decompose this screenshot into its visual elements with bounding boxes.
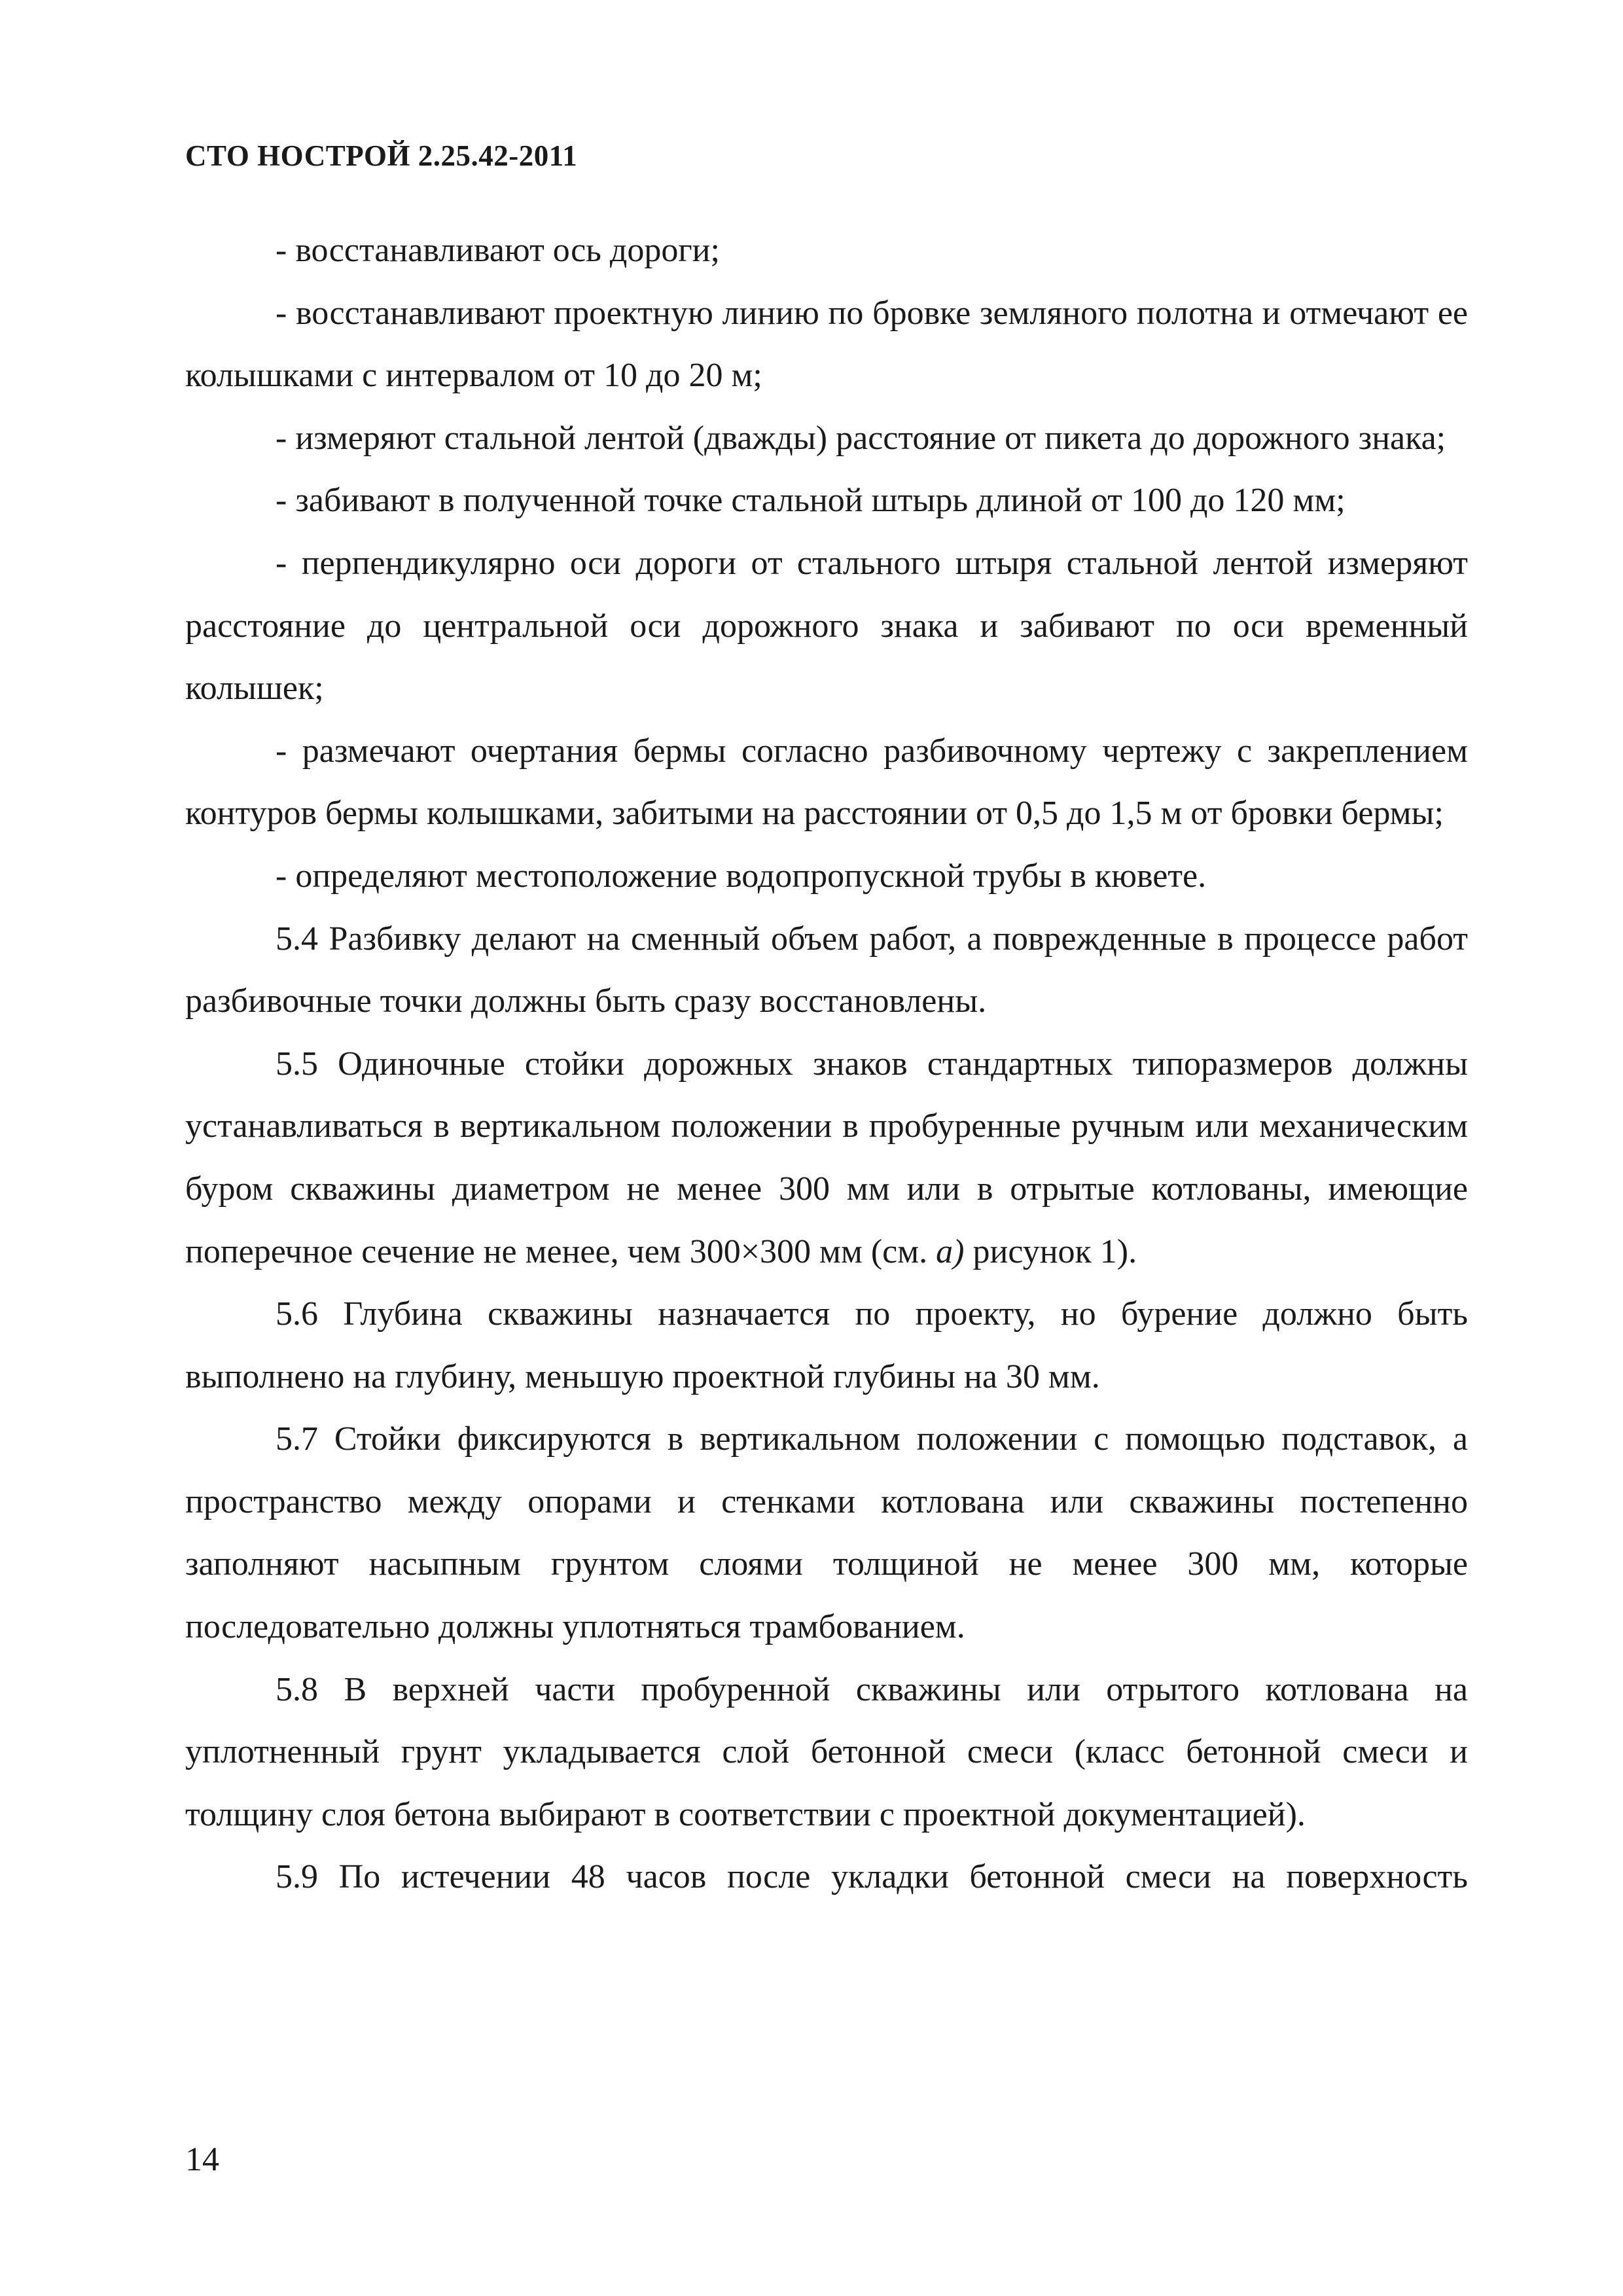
list-item: - восстанавливают проектную линию по бровке земляного полотна и отмечают ее колышками с интервалом от 10 до 20 м; — [185, 294, 1468, 395]
document-header: СТО НОСТРОЙ 2.25.42-2011 — [185, 139, 578, 172]
list-item: - измеряют стальной лентой (дважды) расстояние от пикета до дорожного знака; — [276, 419, 1446, 457]
section-text: Разбивку делают на сменный объем работ, а поврежденные в процессе работ разбивочные точки должны быть сразу восстановлены. — [185, 920, 1468, 1020]
section-number: 5.5 — [276, 1045, 318, 1083]
section-number: 5.9 — [276, 1858, 318, 1896]
section-5-5 — [185, 1033, 1468, 1283]
section-5-4 — [185, 908, 1468, 1033]
section-number: 5.8 — [276, 1670, 318, 1708]
figure-reference-italic: а) — [936, 1232, 965, 1270]
list-item: - перпендикулярно оси дороги от стального штыря стальной лентой измеряют расстояние до центральной оси дорожного знака и забивают по оси временный колышек; — [185, 544, 1468, 708]
list-item: - размечают очертания бермы согласно разбивочному чертежу с закреплением контуров бермы колышками, забитыми на расстоянии от 0,5 до 1,5 м от бровки бермы; — [185, 732, 1468, 833]
section-5-9 — [185, 1846, 1468, 1909]
list-item: - восстанавливают ось дороги; — [276, 232, 720, 269]
section-number: 5.6 — [276, 1295, 318, 1333]
section-text: В верхней части пробуренной скважины или отрытого котлована на уплотненный грунт укладывается слой бетонной смеси (класс бетонной смеси и толщину слоя бетона выбирают в соответствии с проектной документацией). — [185, 1670, 1468, 1833]
section-text: Одиночные стойки дорожных знаков стандартных типоразмеров должны устанавливаться в вертикальном положении в пробуренные ручным или механическим буром скважины диаметром не менее 300 мм или в отрытые котлованы, имеющие поперечное сечение не менее, чем 300×300 мм (см. — [185, 1045, 1469, 1270]
section-text: По истечении 48 часов после укладки бетонной смеси на поверхность — [338, 1858, 1468, 1896]
document-body — [185, 219, 1468, 1909]
section-text: Глубина скважины назначается по проекту, но бурение должно быть выполнено на глубину, меньшую проектной глубины на 30 мм. — [185, 1295, 1469, 1395]
section-number: 5.4 — [276, 920, 318, 958]
section-number: 5.7 — [276, 1420, 318, 1458]
section-5-6 — [185, 1283, 1468, 1408]
section-5-7 — [185, 1408, 1468, 1658]
list-item: - забивают в полученной точке стальной штырь длиной от 100 до 120 мм; — [276, 482, 1346, 520]
section-text: Стойки фиксируются в вертикальном положении с помощью подставок, а пространство между опорами и стенками котлована или скважины постепенно заполняют насыпным грунтом слоями толщиной не менее 300 мм, которые последовательно должны уплотняться трамбованием. — [185, 1420, 1469, 1646]
section-5-8 — [185, 1659, 1468, 1846]
page-number: 14 — [185, 2141, 219, 2178]
section-text-end: рисунок 1). — [964, 1232, 1137, 1270]
list-item: - определяют местоположение водопропускной трубы в кювете. — [276, 857, 1207, 895]
